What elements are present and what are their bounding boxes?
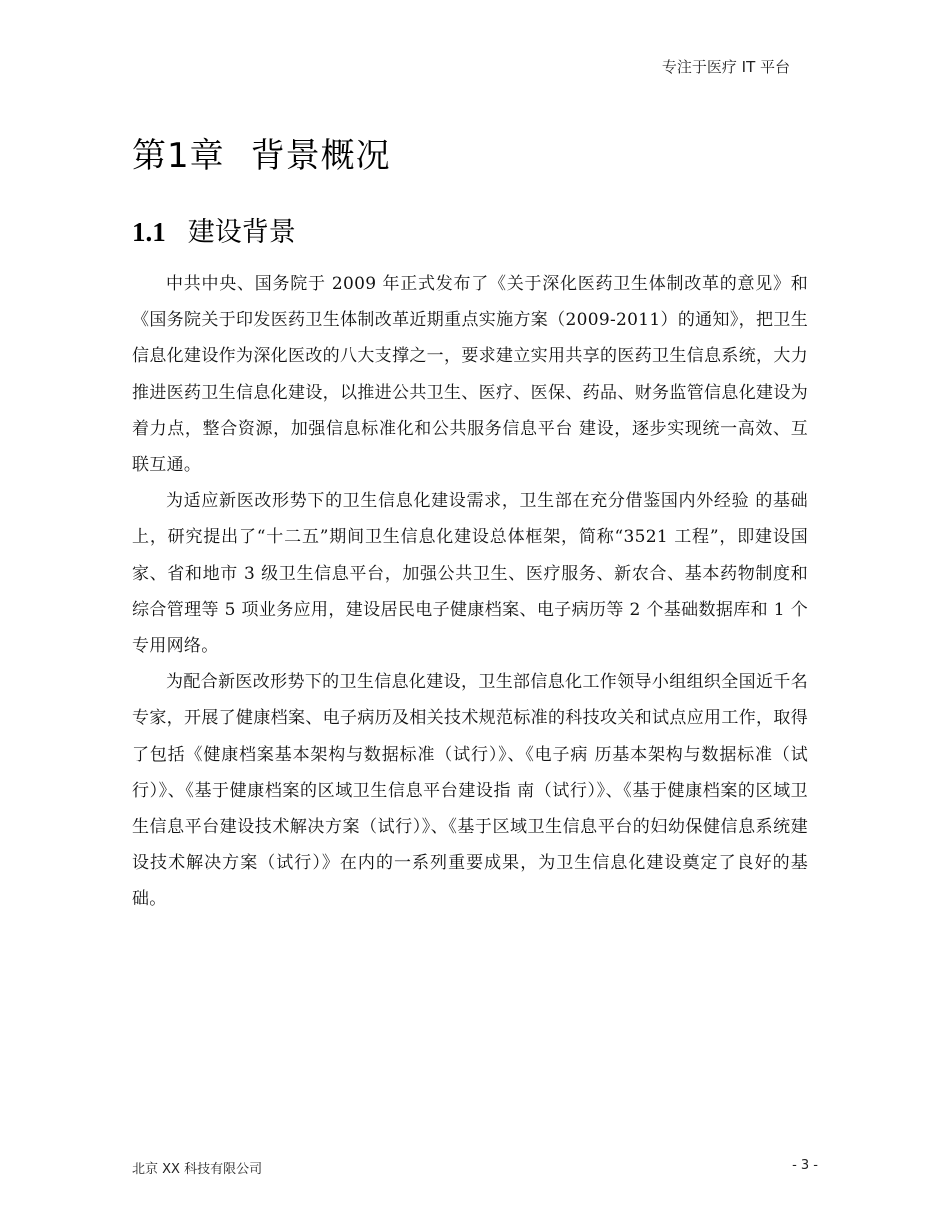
paragraph-3: 为配合新医改形势下的卫生信息化建设，卫生部信息化工作领导小组组织全国近千名专家，开展了健康档案、电子病历及相关技术规范标准的科技攻关和试点应用工作，取得了包括《健康档案基本架构与数据标准（试行）》、《电子病 历基本架构与数据标准（试行）》、《基于健康档案的区域卫生信息平台建设指 南（试行）》、《基于健康档案的区域卫生信息平台建设技术解决方案（试行）》、《基于区域卫生信息平台的妇幼保健信息系统建设技术解决方案（试行）》在内的一系列重要成果，为卫生信息化建设奠定了良好的基础。 bbox=[132, 672, 808, 910]
section-title bbox=[132, 210, 296, 249]
footer-company: 北京 XX 科技有限公司 bbox=[132, 1162, 263, 1177]
section-title-text: 建设背景 bbox=[187, 217, 296, 248]
section-number: 1.1 bbox=[132, 217, 166, 247]
page-header: 专注于医疗 IT 平台 bbox=[661, 58, 790, 76]
body-text bbox=[132, 266, 808, 918]
chapter-title-text: 背景概况 bbox=[250, 136, 391, 176]
paragraph-1: 中共中央、国务院于 2009 年正式发布了《关于深化医药卫生体制改革的意见》和《国务院关于印发医药卫生体制改革近期重点实施方案（2009-2011）的通知》，把卫生信息化建设作为深化医改的八大支撑之一，要求建立实用共享的医药卫生信息系统，大力推进医药卫生信息化建设，以推进公共卫生、医疗、医保、药品、财务监管信息化建设为着力点，整合资源，加强信息标准化和公共服务信息平台 建设，逐步实现统一高效、互联互通。 bbox=[132, 274, 808, 476]
chapter-title bbox=[132, 128, 391, 177]
chapter-number: 第1章 bbox=[132, 136, 225, 176]
paragraph-2: 为适应新医改形势下的卫生信息化建设需求，卫生部在充分借鉴国内外经验 的基础上，研究提出了“十二五”期间卫生信息化建设总体框架，简称“3521 工程”，即建设国家、省和地市 3 级卫生信息平台，加强公共卫生、医疗服务、新农合、基本药物制度和综合管理等 5 项业务应用，建设居民电子健康档案、电子病历等 2 个基础数据库和 1 个专用网络。 bbox=[132, 491, 808, 657]
footer-page-number: - 3 - bbox=[792, 1158, 818, 1173]
